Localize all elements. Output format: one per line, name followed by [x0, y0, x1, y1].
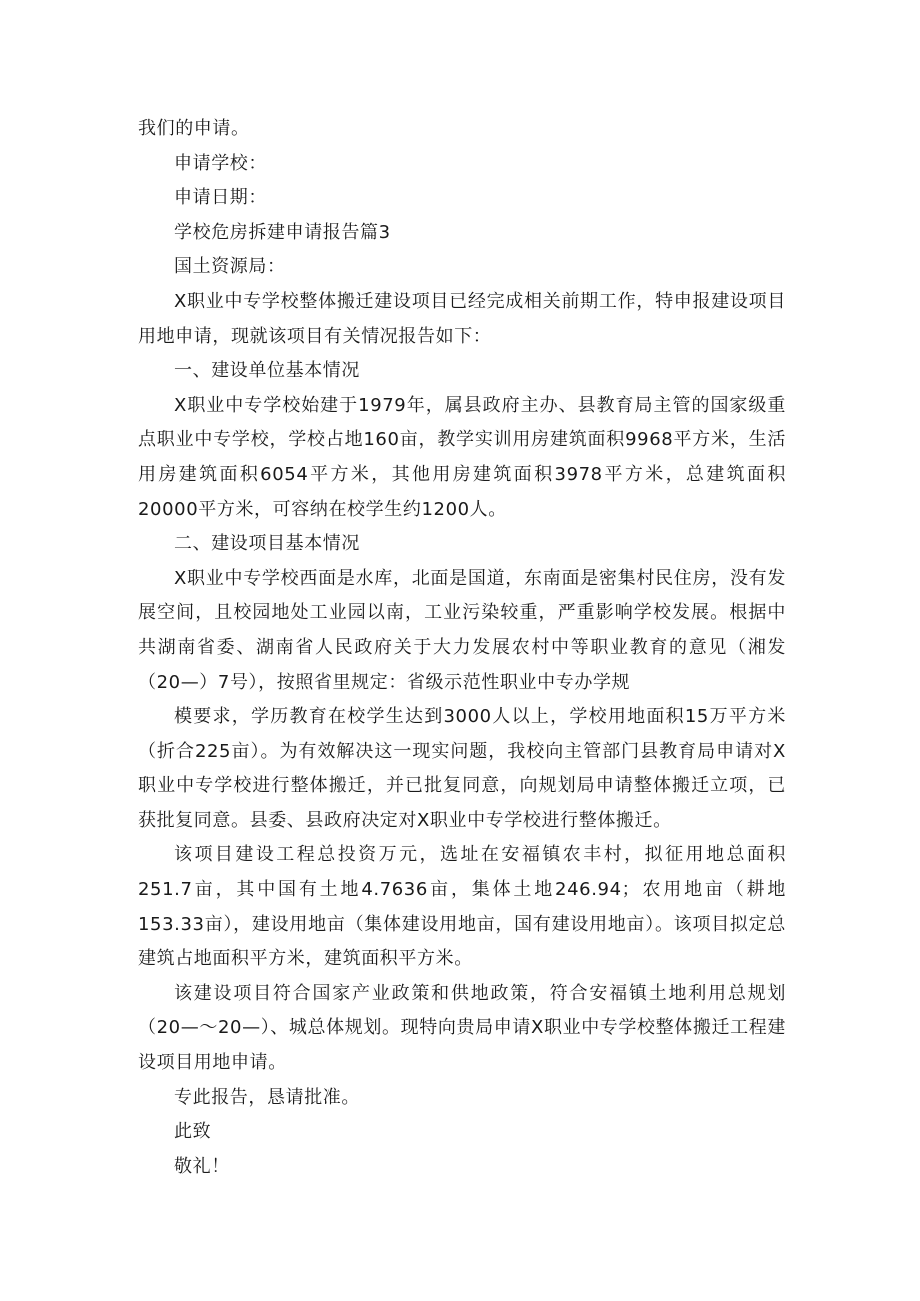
paragraph: X职业中专学校整体搬迁建设项目已经完成相关前期工作，特申报建设项目用地申请，现就该项目有关情况报告如下：	[138, 290, 786, 347]
salutation-line: 敬礼！	[174, 1155, 230, 1177]
paragraph: 我们的申请。	[138, 118, 250, 139]
document-body	[138, 112, 786, 1184]
paragraph: 模要求，学历教育在校学生达到3000人以上，学校用地面积15万平方米（折合225亩）。为有效解决这一现实问题，我校向主管部门县教育局申请对X职业中专学校进行整体搬迁，并已批复同意，向规划局申请整体搬迁立项，已获批复同意。县委、县政府决定对X职业中专学校进行整体搬迁。	[138, 706, 786, 831]
closing-line: 专此报告，恳请批准。	[174, 1086, 360, 1108]
salutation-line: 此致	[174, 1121, 212, 1143]
application-date-line: 申请日期：	[174, 187, 267, 209]
paragraph: X职业中专学校西面是水库，北面是国道，东南面是密集村民住房，没有发展空间，且校园地处工业园以南，工业污染较重，严重影响学校发展。根据中共湖南省委、湖南省人民政府关于大力发展农村中等职业教育的意见（湘发（20—）7号），按照省里规定：省级示范性职业中专办学规	[138, 567, 786, 693]
heading-one: 一、建设单位基本情况	[174, 360, 360, 382]
paragraph: 该建设项目符合国家产业政策和供地政策，符合安福镇土地利用总规划（20—～20—）、城总体规划。现特向贵局申请X职业中专学校整体搬迁工程建设项目用地申请。	[138, 982, 786, 1074]
heading-two: 二、建设项目基本情况	[174, 533, 360, 555]
paragraph: 该项目建设工程总投资万元，选址在安福镇农丰村，拟征用地总面积251.7亩，其中国有土地4.7636亩，集体土地246.94；农用地亩（耕地153.33亩），建设用地亩（集体建设用地亩，国有建设用地亩）。该项目拟定总建筑占地面积平方米，建筑面积平方米。	[138, 844, 786, 970]
addressee: 国土资源局：	[174, 256, 286, 278]
applicant-school-line: 申请学校：	[174, 152, 267, 174]
paragraph: X职业中专学校始建于1979年，属县政府主办、县教育局主管的国家级重点职业中专学校，学校占地160亩，教学实训用房建筑面积9968平方米，生活用房建筑面积6054平方米，其他用房建筑面积3978平方米，总建筑面积20000平方米，可容纳在校学生约1200人。	[138, 394, 786, 520]
section-title: 学校危房拆建申请报告篇3	[174, 221, 391, 243]
